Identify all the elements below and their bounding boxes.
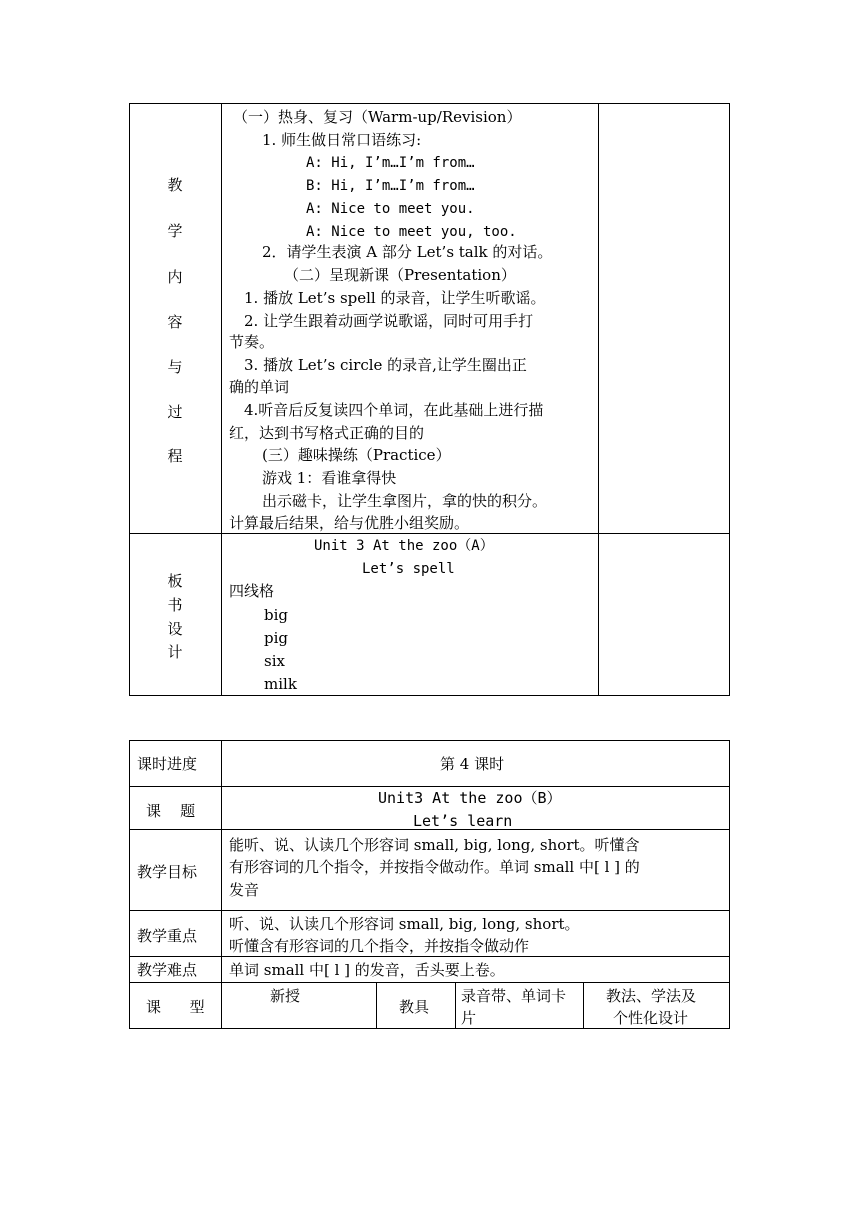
label-char: 容 bbox=[167, 313, 183, 331]
tools-label: 教具 bbox=[399, 998, 430, 1016]
method-line: 教法、学法及 bbox=[606, 987, 697, 1005]
goal-line: 能听、说、认读几个形容词 small, big, long, short。听懂含 bbox=[229, 836, 640, 854]
type-value: 新授 bbox=[270, 987, 301, 1005]
progress-label: 课时进度 bbox=[137, 755, 198, 773]
board-word: milk bbox=[264, 675, 297, 693]
content-line: 计算最后结果，给与优胜小组奖励。 bbox=[229, 514, 470, 532]
tools-line: 录音带、单词卡 bbox=[461, 987, 567, 1005]
dialog-line: A: Nice to meet you. bbox=[306, 201, 475, 217]
content-line: 节奏。 bbox=[229, 333, 275, 351]
topic-label: 课 题 bbox=[146, 802, 196, 820]
difficulty-value: 单词 small 中[ l ] 的发音，舌头要上卷。 bbox=[229, 961, 505, 979]
board-word: pig bbox=[264, 629, 289, 647]
content-line: 1. 师生做日常口语练习: bbox=[262, 131, 422, 149]
key-line: 听懂含有形容词的几个指令，并按指令做动作 bbox=[229, 937, 530, 955]
label-char: 计 bbox=[167, 643, 183, 661]
key-line: 听、说、认读几个形容词 small, big, long, short。 bbox=[229, 915, 580, 933]
content-line: 红，达到书写格式正确的目的 bbox=[229, 424, 425, 442]
dialog-line: A: Nice to meet you, too. bbox=[306, 224, 517, 240]
label-char: 与 bbox=[167, 358, 183, 376]
board-title: Unit 3 At the zoo（A） bbox=[314, 538, 494, 554]
board-notes-cell bbox=[599, 534, 730, 696]
content-line: 1. 播放 Let’s spell 的录音，让学生听歌谣。 bbox=[244, 289, 546, 307]
content-line: 2．请学生表演 A 部分 Let’s talk 的对话。 bbox=[262, 243, 553, 261]
topic-line-1: Unit3 At the zoo（B） bbox=[378, 789, 562, 807]
board-line: 四线格 bbox=[229, 582, 275, 600]
key-label: 教学重点 bbox=[137, 927, 198, 945]
goal-label: 教学目标 bbox=[137, 863, 198, 881]
content-line: 游戏 1：看谁拿得快 bbox=[262, 469, 397, 487]
difficulty-label: 教学难点 bbox=[137, 961, 198, 979]
topic-line-2: Let’s learn bbox=[413, 812, 513, 830]
label-char: 内 bbox=[167, 268, 183, 286]
practice-heading: (三）趣味操练（Practice） bbox=[262, 446, 451, 464]
method-line: 个性化设计 bbox=[613, 1009, 689, 1027]
type-label: 课 型 bbox=[146, 998, 205, 1016]
presentation-heading: （二）呈现新课（Presentation） bbox=[284, 266, 516, 284]
dialog-line: B: Hi, I’m…I’m from… bbox=[306, 178, 475, 194]
board-subtitle: Let’s spell bbox=[362, 561, 455, 577]
label-char: 过 bbox=[167, 403, 183, 421]
content-line: 出示磁卡，让学生拿图片，拿的快的积分。 bbox=[262, 492, 548, 510]
board-word: big bbox=[264, 606, 289, 624]
label-char: 板 bbox=[167, 572, 183, 590]
board-word: six bbox=[264, 652, 285, 670]
label-char: 程 bbox=[167, 447, 183, 465]
content-line: 4.听音后反复读四个单词，在此基础上进行描 bbox=[244, 401, 544, 419]
content-line: 2. 让学生跟着动画学说歌谣，同时可用手打 bbox=[244, 312, 534, 330]
tools-line: 片 bbox=[461, 1009, 477, 1027]
label-char: 学 bbox=[167, 222, 183, 240]
content-line: 3. 播放 Let’s circle 的录音,让学生圈出正 bbox=[244, 356, 527, 374]
dialog-line: A: Hi, I’m…I’m from… bbox=[306, 155, 475, 171]
process-notes-cell bbox=[599, 104, 730, 534]
label-char: 设 bbox=[167, 620, 183, 638]
label-char: 教 bbox=[167, 176, 183, 194]
progress-value: 第 4 课时 bbox=[440, 755, 505, 773]
label-char: 书 bbox=[167, 596, 183, 614]
content-line: 确的单词 bbox=[229, 378, 290, 396]
goal-line: 有形容词的几个指令，并按指令做动作。单词 small 中[ l ] 的 bbox=[229, 858, 640, 876]
goal-line: 发音 bbox=[229, 881, 260, 899]
warmup-heading: （一）热身、复习（Warm-up/Revision） bbox=[233, 108, 522, 126]
